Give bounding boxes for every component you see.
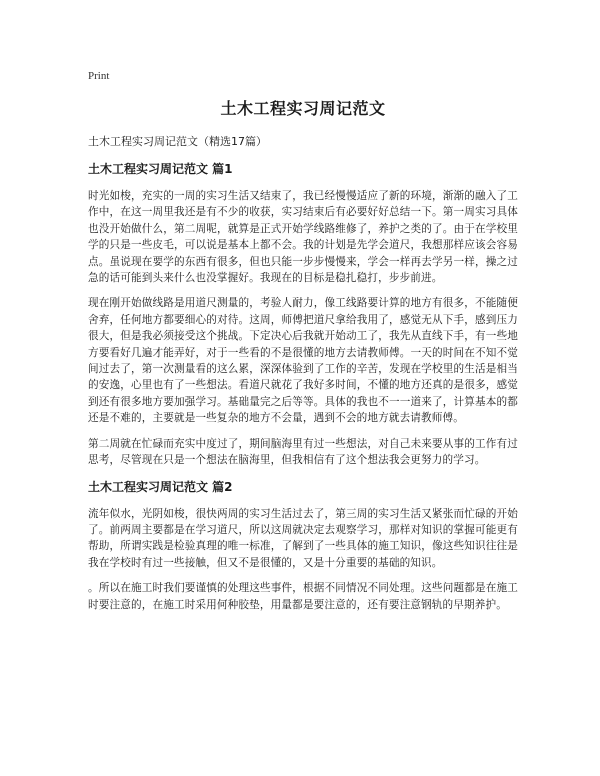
section-1 [88,160,518,469]
section-2 [88,478,518,613]
paragraph: 。所以在施工时我们要谨慎的处理这些事件，根据不同情况不同处理。这些问题都是在施工时要注意的，在施工时采用何种胶垫，用量都是要注意的，还有要注意钢轨的早期养护。 [88,582,518,611]
paragraph: 流年似水，光阴如梭，很快两周的实习生活过去了，第三周的实习生活又紧张而忙碌的开始了。前两周主要都是在学习道尺，所以这周就决定去观察学习，那样对知识的掌握可能更有帮助，所谓实践是检验真理的唯一标准，了解到了一些具体的施工知识，像这些知识往往是我在学校时有过一些接触，但又不是很懂的，又是十分重要的基础的知识。 [88,507,518,569]
document-title: 土木工程实习周记范文 [220,99,386,118]
section-heading: 土木工程实习周记范文 篇1 [88,162,233,176]
paragraph: 第二周就在忙碌而充实中度过了，期间脑海里有过一些想法，对自己未来要从事的工作有过思考，尽管现在只是一个想法在脑海里，但我相信有了这个想法我会更努力的学习。 [88,437,518,467]
document-page [88,68,518,622]
paragraph: 现在刚开始做线路是用道尺测量的，考验人耐力，像工线路要计算的地方有很多，不能随便舍弃，任何地方都要细心的对待。这周，师傅把道尺拿给我用了，感觉无从下手，感到压力很大，但是我必须接受这个挑战。下定决心后我就开始动工了，我先从直线下手，有一些地方要看好几遍才能弄好，对于一些看的不是很懂的地方去请教师傅。一天的时间在不知不觉间过去了，第一次测量看的这么累，深深体验到了工作的辛苦，发现在学校里的生活是相当的安逸，心里也有了一些想法。看道尺就花了我好多时间，不懂的地方还真的是很多，感觉到还有很多地方要加强学习。基础量完之后等等。具体的我也不一一道来了，计算基本的都还是不难的，主要就是一些复杂的地方不会量，遇到不会的地方就去请教师傅。 [88,297,518,425]
document-subtitle: 土木工程实习周记范文（精选17篇） [88,135,267,148]
paragraph: 时光如梭，充实的一周的实习生活又结束了，我已经慢慢适应了新的环境，渐渐的融入了工作中，在这一周里我还是有不少的收获，实习结束后有必要好好总结一下。第一周实习具体也没开始做什么，第二周呢，就算是正式开始学线路维修了，养护之类的了。由于在学校里学的只是一些皮毛，可以说是基本上都不会。我的计划是先学会道尺，我想那样应该会容易点。虽说现在要学的东西有很多，但也只能一步步慢慢来，学会一样再去学另一样，操之过急的话可能到头来什么也没掌握好。我现在的目标是稳扎稳打，步步前进。 [88,190,518,285]
section-heading: 土木工程实习周记范文 篇2 [88,479,233,494]
print-label: Print [88,70,110,82]
